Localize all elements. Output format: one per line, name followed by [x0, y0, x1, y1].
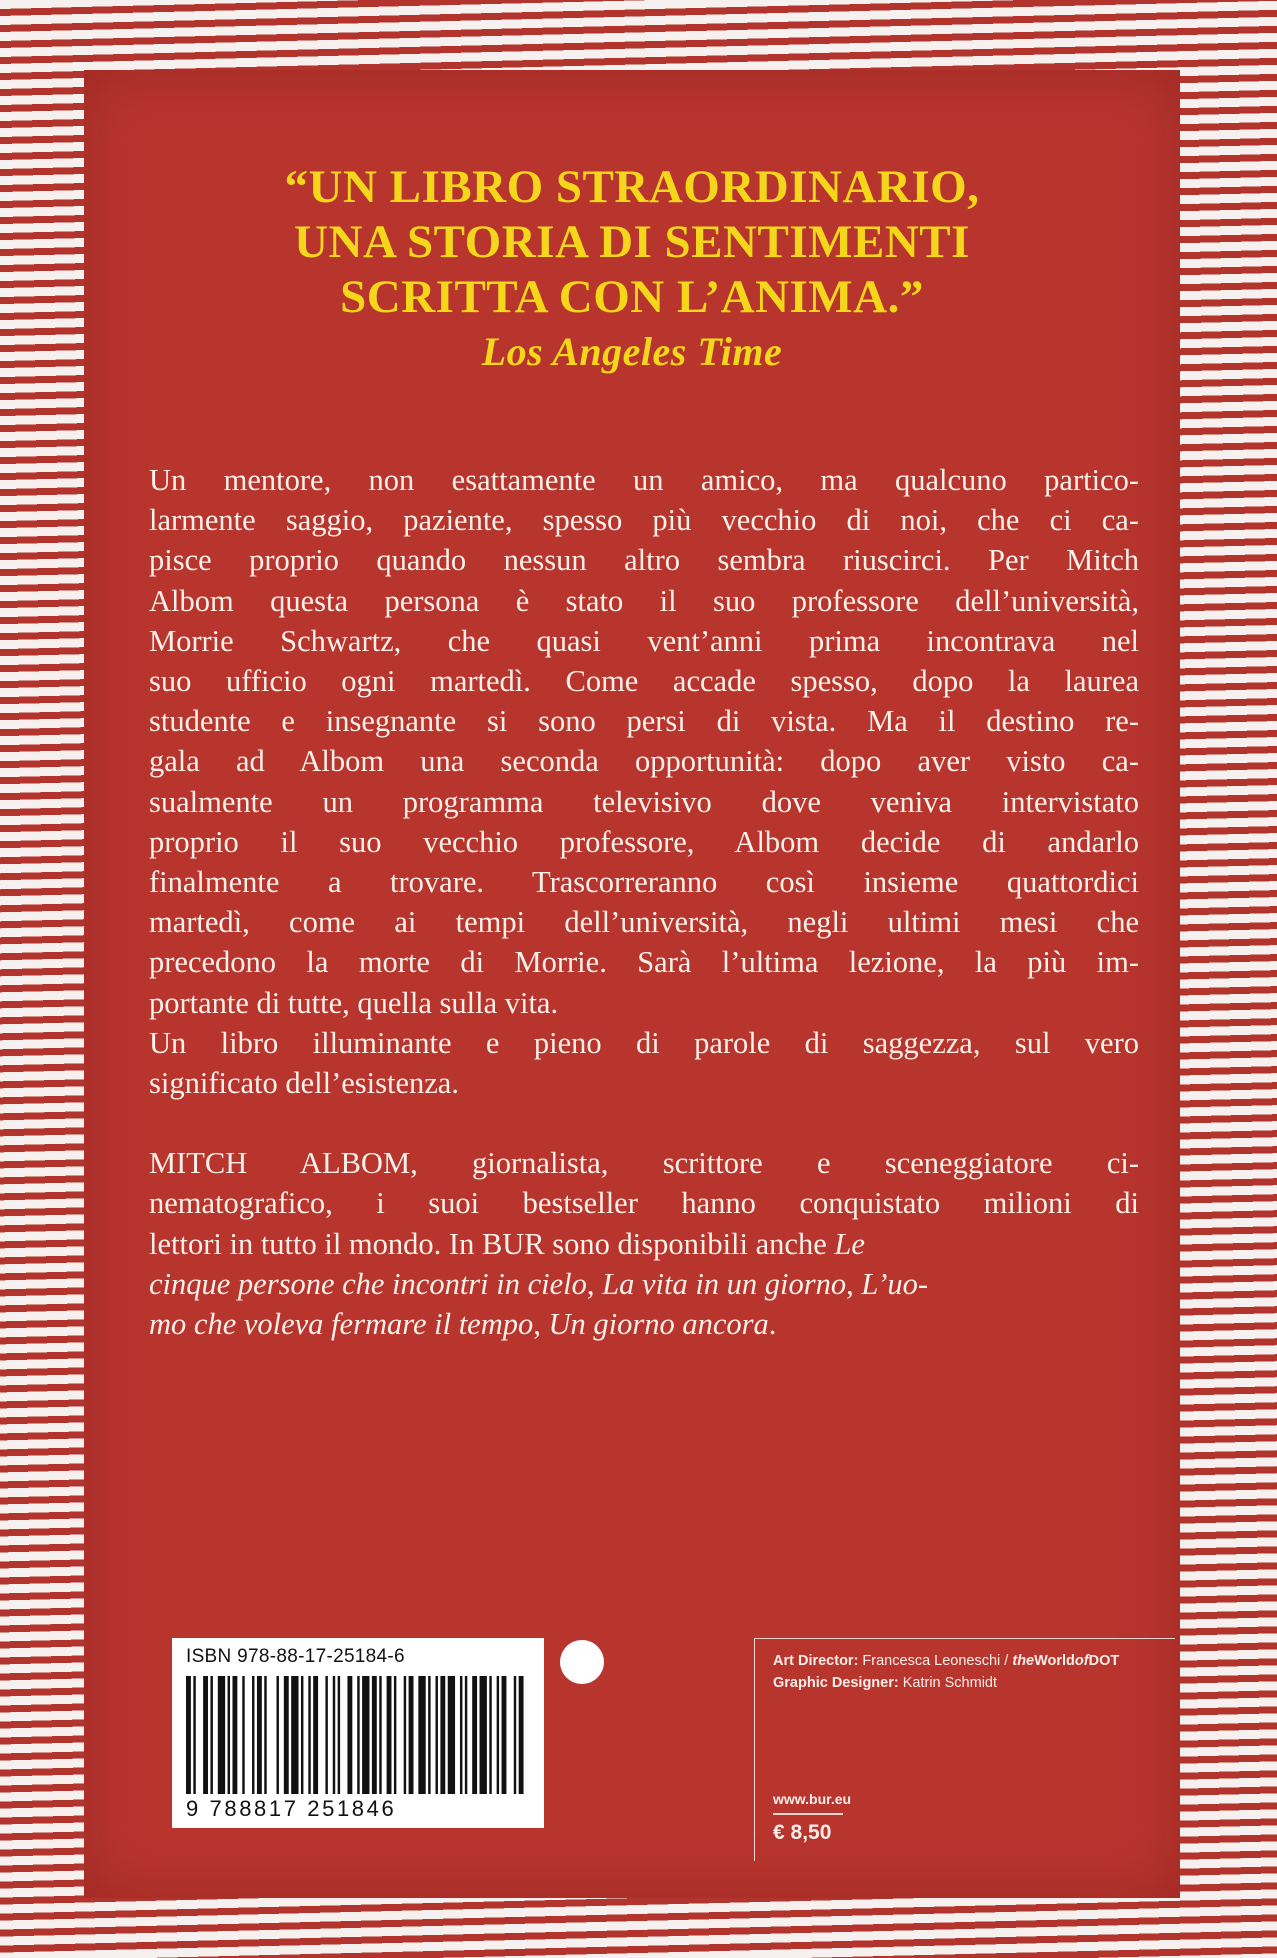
quote-line-3: SCRITTA CON L’ANIMA.” — [340, 271, 924, 323]
barcode-bar — [284, 1676, 289, 1794]
barcode-bar — [460, 1676, 462, 1794]
blurb-line: Un mentore, non esattamente un amico, ma qualcuno partico- — [149, 463, 1139, 497]
blurb-closing-line: Un libro illuminante e pieno di parole di saggezza, sul vero — [149, 1025, 1139, 1060]
barcode-bars — [186, 1676, 526, 1794]
studio-name-part: the — [1012, 1653, 1035, 1669]
publisher-website[interactable]: www.bur.eu — [773, 1791, 852, 1807]
book-title: cinque persone che incontri in cielo — [149, 1266, 587, 1301]
graphic-designer-name: Katrin Schmidt — [898, 1675, 998, 1691]
barcode-bar — [489, 1676, 491, 1794]
barcode-bar — [291, 1676, 298, 1794]
barcode-bar — [502, 1676, 507, 1794]
book-title: La vita in un giorno — [602, 1266, 847, 1301]
barcode-bar — [252, 1676, 254, 1794]
barcode-bar — [218, 1676, 225, 1794]
quote-source: Los Angeles Time — [481, 329, 783, 374]
barcode-bar — [308, 1676, 310, 1794]
quote-line-1: “UN LIBRO STRAORDINARIO, — [284, 161, 980, 213]
author-bio-line — [149, 1264, 1139, 1304]
barcode-bar — [440, 1676, 445, 1794]
separator: . — [768, 1307, 777, 1342]
barcode-bar — [301, 1676, 303, 1794]
blurb-line: Morrie Schwartz, che quasi vent’anni prima incontrava nel — [149, 623, 1139, 658]
art-director-label: Art Director: — [773, 1653, 859, 1669]
credits-box — [754, 1638, 1175, 1861]
author-bio-line — [149, 1304, 1139, 1344]
blurb-line: gala ad Albom una seconda opportunità: dopo aver visto ca- — [149, 744, 1139, 779]
barcode-bar — [338, 1676, 340, 1794]
author-bio-text: lettori in tutto il mondo. In BUR sono disponibili anche — [149, 1226, 835, 1261]
blurb-line: pisce proprio quando nessun altro sembra riuscirci. Per Mitch — [149, 543, 1139, 578]
barcode-digits: 9 788817 251846 — [186, 1796, 397, 1821]
press-quote — [84, 160, 1180, 377]
isbn-barcode — [172, 1638, 544, 1828]
barcode-bar — [387, 1676, 392, 1794]
barcode-bar — [325, 1676, 327, 1794]
barcode-bar — [203, 1676, 208, 1794]
barcode-bar — [448, 1676, 455, 1794]
barcode-bar — [394, 1676, 396, 1794]
blurb-line: larmente saggio, paziente, spesso più vecchio di noi, che ci ca- — [149, 503, 1139, 538]
studio-name-part: of — [1074, 1653, 1089, 1669]
barcode-bar — [210, 1676, 212, 1794]
book-title: L’uo- — [861, 1266, 929, 1301]
blurb-line: martedì, come ai tempi dell’università, negli ultimi mesi che — [149, 905, 1139, 940]
art-director-credit — [773, 1653, 1119, 1669]
barcode-bar — [428, 1676, 430, 1794]
book-title: mo che voleva fermare il tempo — [149, 1307, 534, 1342]
barcode-bar — [418, 1676, 425, 1794]
separator: , — [586, 1266, 603, 1301]
barcode-bar — [193, 1676, 195, 1794]
barcode-bar — [277, 1676, 279, 1794]
separator: , — [533, 1307, 549, 1342]
barcode-bar — [362, 1676, 369, 1794]
blurb-line: precedono la morte di Morrie. Sarà l’ultima lezione, la più im- — [149, 945, 1139, 980]
separator: , — [846, 1266, 862, 1301]
author-bio-line: nematografico, i suoi bestseller hanno conquistato milioni di — [149, 1186, 1139, 1221]
blurb-line: proprio il suo vecchio professore, Albom decide di andarlo — [149, 824, 1139, 859]
barcode-bar — [257, 1676, 262, 1794]
blurb-line: studente e insegnante si sono persi di vista. Ma il destino re- — [149, 704, 1139, 739]
blurb-line: suo ufficio ogni martedì. Come accade spesso, dopo la laurea — [149, 664, 1139, 699]
barcode-bar — [357, 1676, 359, 1794]
white-dot — [560, 1640, 604, 1684]
barcode-bar — [497, 1676, 499, 1794]
barcode-bar — [313, 1676, 318, 1794]
barcode-bar — [372, 1676, 377, 1794]
graphic-designer-credit — [773, 1675, 997, 1691]
barcode-bar — [333, 1676, 335, 1794]
blurb-line: portante di tutte, quella sulla vita. — [149, 985, 559, 1020]
studio-name-part: World — [1034, 1653, 1075, 1669]
barcode-bar — [347, 1676, 352, 1794]
author-bio-line — [149, 1224, 1139, 1264]
barcode-bar — [404, 1676, 406, 1794]
barcode-bar — [519, 1676, 524, 1794]
blurb-line: Albom questa persona è stato il suo professore dell’università, — [149, 583, 1139, 618]
barcode-bar — [264, 1676, 266, 1794]
back-cover-blurb — [149, 460, 1139, 1344]
studio-name-part: DOT — [1088, 1653, 1120, 1669]
barcode-bar — [480, 1676, 487, 1794]
barcode-bar — [514, 1676, 516, 1794]
paragraph-gap — [149, 1103, 1139, 1143]
quote-line-2: UNA STORIA DI SENTIMENTI — [294, 216, 970, 268]
barcode-bar — [186, 1676, 191, 1794]
barcode-bar — [409, 1676, 414, 1794]
barcode-bar — [379, 1676, 381, 1794]
barcode-bar — [472, 1676, 477, 1794]
blurb-closing-line: significato dell’esistenza. — [149, 1066, 459, 1101]
book-title: Un giorno ancora — [548, 1307, 769, 1342]
barcode-bar — [242, 1676, 244, 1794]
blurb-line: sualmente un programma televisivo dove veniva intervistato — [149, 784, 1139, 819]
isbn-label: ISBN 978-88-17-25184-6 — [186, 1646, 405, 1667]
red-cover-panel — [84, 70, 1180, 1898]
price: € 8,50 — [773, 1821, 832, 1844]
barcode-bar — [228, 1676, 230, 1794]
divider — [773, 1813, 843, 1815]
graphic-designer-label: Graphic Designer: — [773, 1675, 899, 1691]
art-director-name: Francesca Leoneschi / — [858, 1653, 1013, 1669]
barcode-bar — [232, 1676, 237, 1794]
blurb-line: finalmente a trovare. Trascorreranno così insieme quattordici — [149, 865, 1139, 900]
barcode-bar — [436, 1676, 438, 1794]
barcode-bar — [465, 1676, 467, 1794]
book-title: Le — [834, 1226, 865, 1261]
author-bio-line: MITCH ALBOM, giornalista, scrittore e sceneggiatore ci- — [149, 1146, 1139, 1181]
